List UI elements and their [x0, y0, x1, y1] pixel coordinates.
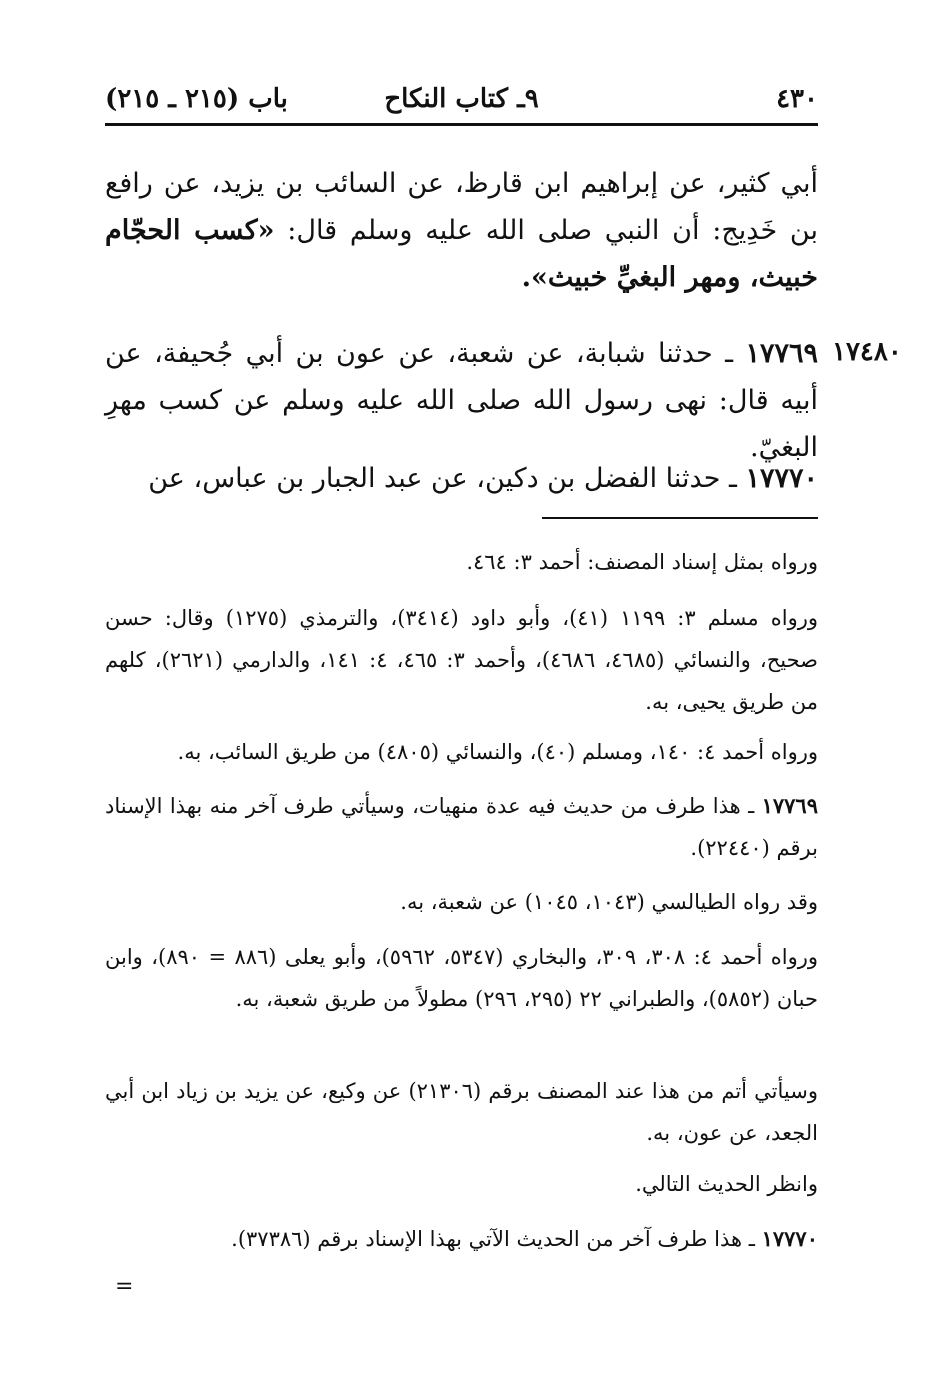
main-paragraph-1: [105, 160, 818, 301]
footnote-5: وقد رواه الطيالسي (١٠٤٣، ١٠٤٥) عن شعبة، به.: [400, 890, 818, 914]
paragraph-text: أبي كثير، عن إبراهيم ابن قارظ، عن السائب بن يزيد، عن رافع بن خَدِيج: أن النبي صلى الله عليه وسلم قال:: [105, 168, 818, 246]
page-header: [105, 78, 818, 122]
book-title: ٩ـ كتاب النكاح: [384, 84, 539, 114]
footnote-2: ورواه مسلم ٣: ١١٩٩ (٤١)، وأبو داود (٣٤١٤)، والترمذي (١٢٧٥) وقال: حسن صحيح، والنسائي (٤٦٨٥، ٤٦٨٦)، وأحمد ٣: ٤٦٥، ٤: ١٤١، والدارمي (٢٦٢١)، كلهم من طريق يحيى، به.: [105, 606, 818, 714]
footnote-6: ورواه أحمد ٤: ٣٠٨، ٣٠٩، والبخاري (٥٣٤٧، ٥٩٦٢)، وأبو يعلى (٨٨٦ = ٨٩٠)، وابن حبان (٥٨٥٢)، والطبراني ٢٢ (٢٩٥، ٢٩٦) مطولاً من طريق شعبة، به.: [105, 945, 818, 1011]
hadith-number: ١٧٧٧٠: [745, 463, 818, 494]
footnotes-divider: [542, 517, 818, 519]
footnote-7: وسيأتي أتم من هذا عند المصنف برقم (٢١٣٠٦) عن وكيع، عن يزيد بن زياد ابن أبي الجعد، عن عون، به.: [105, 1079, 818, 1145]
footnote-3: ورواه أحمد ٤: ١٤٠، ومسلم (٤٠)، والنسائي (٤٨٠٥) من طريق السائب، به.: [177, 740, 818, 764]
main-paragraph-3: [105, 455, 818, 502]
footnote-1: ورواه بمثل إسناد المصنف: أحمد ٣: ٤٦٤.: [466, 550, 818, 574]
footnote-text: ـ هذا طرف آخر من الحديث الآتي بهذا الإسناد برقم (٣٧٣٨٦).: [231, 1227, 762, 1251]
paragraph-text: ـ حدثنا الفضل بن دكين، عن عبد الجبار بن عباس، عن: [148, 463, 746, 494]
hadith-number: ١٧٧٦٩: [745, 338, 818, 369]
paragraph-text: ـ حدثنا شبابة، عن شعبة، عن عون بن أبي جُحيفة، عن أبيه قال: نهى رسول الله صلى الله عليه وسلم عن كسب مهرِ البغيّ.: [105, 338, 818, 463]
footnote-4: [105, 785, 818, 869]
page-number: ٤٣٠: [776, 84, 818, 114]
footnote-text: ـ هذا طرف من حديث فيه عدة منهيات، وسيأتي طرف آخر منه بهذا الإسناد برقم (٢٢٤٤٠).: [105, 794, 818, 860]
chapter-title: باب (٢١٥ ـ ٢١٥): [105, 84, 288, 114]
footnote-8: وانظر الحديث التالي.: [635, 1172, 818, 1196]
footnote-hadith-number: ١٧٧٦٩: [761, 793, 818, 818]
continuation-mark: =: [115, 1274, 134, 1299]
main-paragraph-2: [105, 330, 818, 471]
footnote-9: [105, 1218, 818, 1260]
hadith-quote: «كسب الحجّام خبيث، ومهر البغيِّ خبيث».: [105, 215, 818, 293]
margin-reference-number: ١٧٤٨٠: [832, 337, 902, 367]
footnote-hadith-number: ١٧٧٧٠: [761, 1226, 818, 1251]
header-divider: [105, 123, 818, 126]
